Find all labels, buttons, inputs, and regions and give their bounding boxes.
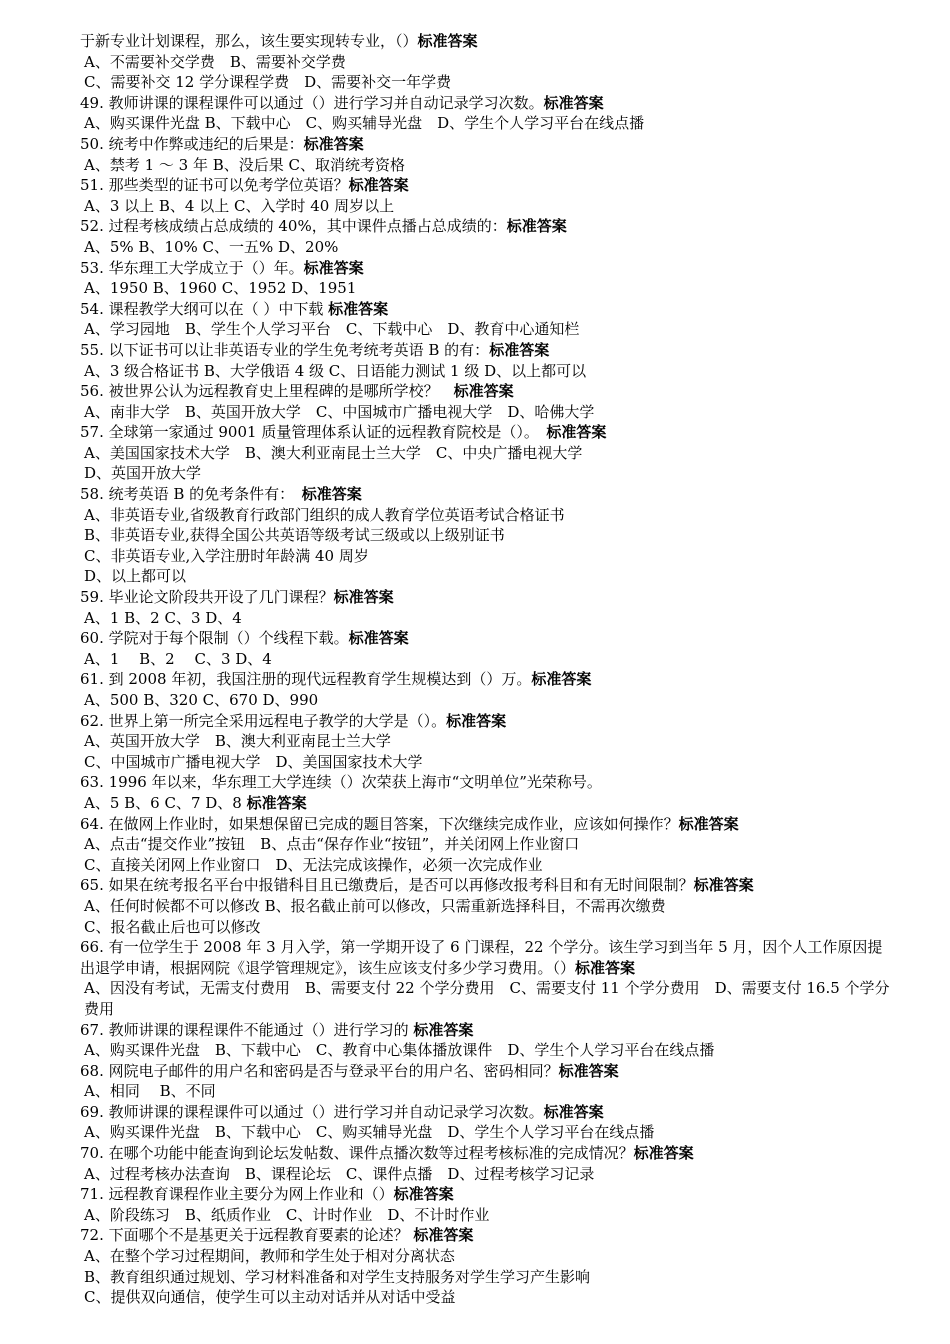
standard-answer-label: 标准答案 bbox=[348, 629, 409, 648]
option-text: C、直接关闭网上作业窗口 D、无法完成该操作，必须一次完成作业 bbox=[84, 855, 543, 874]
option-text: C、需要补交 12 学分课程学费 D、需要补交一年学费 bbox=[84, 73, 452, 92]
question-line bbox=[80, 422, 890, 443]
answer-options-line bbox=[80, 1287, 890, 1308]
question-line bbox=[80, 31, 890, 52]
question-line bbox=[80, 381, 890, 402]
answer-options-line bbox=[80, 1205, 890, 1226]
option-text: C、中国城市广播电视大学 D、美国国家技术大学 bbox=[84, 752, 423, 771]
option-text: C、非英语专业,入学注册时年龄满 40 周岁 bbox=[84, 546, 369, 565]
question-text: 64. 在做网上作业时，如果想保留已完成的题目答案，下次继续完成作业，应该如何操作？ bbox=[80, 814, 679, 833]
option-text: A、购买课件光盘 B、下载中心 C、购买辅导光盘 D、学生个人学习平台在线点播 bbox=[84, 114, 645, 133]
question-line bbox=[80, 1184, 890, 1205]
question-line bbox=[80, 669, 890, 690]
option-text: B、教育组织通过规划、学习材料准备和对学生支持服务对学生学习产生影响 bbox=[84, 1267, 591, 1286]
standard-answer-label: 标准答案 bbox=[546, 423, 607, 442]
question-text: 69. 教师讲课的课程课件可以通过（）进行学习并自动记录学习次数。 bbox=[80, 1102, 544, 1121]
question-text: 61. 到 2008 年初，我国注册的现代远程教育学生规模达到（）万。 bbox=[80, 670, 532, 689]
option-text: A、禁考 1 ～ 3 年 B、没后果 C、取消统考资格 bbox=[84, 155, 406, 174]
standard-answer-label: 标准答案 bbox=[246, 793, 307, 812]
question-text: 70. 在哪个功能中能查询到论坛发帖数、课件点播次数等过程考核标准的完成情况？ bbox=[80, 1144, 634, 1163]
option-text: D、以上都可以 bbox=[84, 567, 187, 586]
standard-answer-label: 标准答案 bbox=[678, 814, 739, 833]
answer-options-line bbox=[80, 731, 890, 752]
option-text: A、500 B、320 C、670 D、990 bbox=[84, 691, 319, 709]
answer-options-line bbox=[80, 690, 890, 711]
option-text: A、3 以上 B、4 以上 C、入学时 40 周岁以上 bbox=[84, 196, 395, 215]
question-text: 58. 统考英语 B 的免考条件有： bbox=[80, 485, 302, 504]
standard-answer-label: 标准答案 bbox=[543, 93, 604, 112]
option-text: A、在整个学习过程期间，教师和学生处于相对分离状态 bbox=[84, 1247, 455, 1266]
answer-options-line bbox=[80, 546, 890, 567]
standard-answer-label: 标准答案 bbox=[489, 340, 550, 359]
question-text: 68. 网院电子邮件的用户名和密码是否与登录平台的用户名、密码相同？ bbox=[80, 1061, 559, 1080]
standard-answer-label: 标准答案 bbox=[303, 134, 364, 153]
answer-options-line bbox=[80, 525, 890, 546]
option-text: C、提供双向通信，使学生可以主动对话并从对话中受益 bbox=[84, 1288, 456, 1307]
answer-options-line bbox=[80, 793, 890, 814]
option-text: A、阶段练习 B、纸质作业 C、计时作业 D、不计时作业 bbox=[84, 1205, 490, 1224]
answer-options-line bbox=[80, 896, 890, 917]
question-line bbox=[80, 1061, 890, 1082]
answer-options-line bbox=[80, 1246, 890, 1267]
question-text: 63. 1996 年以来，华东理工大学连续（）次荣获上海市“文明单位”光荣称号。 bbox=[80, 773, 602, 792]
question-text: 55. 以下证书可以让非英语专业的学生免考统考英语 B 的有： bbox=[80, 340, 490, 359]
option-text: A、3 级合格证书 B、大学俄语 4 级 C、日语能力测试 1 级 D、以上都可以 bbox=[84, 361, 587, 380]
option-text: A、5 B、6 C、7 D、8 bbox=[84, 793, 247, 812]
question-line bbox=[80, 93, 890, 114]
answer-options-line bbox=[80, 834, 890, 855]
option-text: A、购买课件光盘 B、下载中心 C、购买辅导光盘 D、学生个人学习平台在线点播 bbox=[84, 1123, 655, 1142]
answer-options-line bbox=[80, 1164, 890, 1185]
option-text: C、报名截止后也可以修改 bbox=[84, 917, 261, 936]
option-text: A、相同 B、不同 bbox=[84, 1082, 216, 1101]
answer-options-line bbox=[80, 443, 890, 464]
question-line bbox=[80, 1102, 890, 1123]
option-text: A、美国国家技术大学 B、澳大利亚南昆士兰大学 C、中央广播电视大学 bbox=[84, 443, 583, 462]
answer-options-line bbox=[80, 752, 890, 773]
standard-answer-label: 标准答案 bbox=[693, 876, 754, 895]
option-text: D、英国开放大学 bbox=[84, 464, 202, 483]
answer-options-line bbox=[80, 52, 890, 73]
option-text: B、非英语专业,获得全国公共英语等级考试三级或以上级别证书 bbox=[84, 526, 505, 545]
question-line bbox=[80, 299, 890, 320]
question-line bbox=[80, 216, 890, 237]
answer-options-line bbox=[80, 72, 890, 93]
option-text: A、1 B、2 C、3 D、4 bbox=[84, 608, 242, 627]
question-text: 62. 世界上第一所完全采用远程电子教学的大学是（）。 bbox=[80, 711, 447, 730]
standard-answer-label: 标准答案 bbox=[417, 32, 478, 50]
option-text: A、购买课件光盘 B、下载中心 C、教育中心集体播放课件 D、学生个人学习平台在线点播 bbox=[84, 1041, 715, 1060]
answer-options-line bbox=[80, 1122, 890, 1143]
option-text: A、南非大学 B、英国开放大学 C、中国城市广播电视大学 D、哈佛大学 bbox=[84, 402, 595, 421]
question-text: 60. 学院对于每个限制（）个线程下载。 bbox=[80, 629, 349, 648]
option-text: A、非英语专业,省级教育行政部门组织的成人教育学位英语考试合格证书 bbox=[84, 505, 565, 524]
question-text: 66. 有一位学生于 2008 年 3 月入学，第一学期开设了 6 门课程，22 个学分。该生学习到当年 5 月，因个人工作原因提出退学申请，根据网院《退学管理规定》，该生应该支付多少学习费用。（） bbox=[80, 938, 883, 977]
question-line bbox=[80, 258, 890, 279]
standard-answer-label: 标准答案 bbox=[543, 1102, 604, 1121]
answer-options-line bbox=[80, 917, 890, 938]
option-text: A、1 B、2 C、3 D、4 bbox=[84, 649, 272, 668]
option-text: A、点击“提交作业”按钮 B、点击“保存作业“按钮”，并关闭网上作业窗口 bbox=[84, 835, 580, 854]
option-text: A、因没有考试，无需支付费用 B、需要支付 22 个学分费用 C、需要支付 11 个学分费用 D、需要支付 16.5 个学分费用 bbox=[84, 979, 890, 1018]
question-line bbox=[80, 814, 890, 835]
question-line bbox=[80, 340, 890, 361]
question-text: 49. 教师讲课的课程课件可以通过（）进行学习并自动记录学习次数。 bbox=[80, 93, 544, 112]
question-text: 65. 如果在统考报名平台中报错科目且已缴费后，是否可以再修改报考科目和有无时间限制？ bbox=[80, 876, 694, 895]
standard-answer-label: 标准答案 bbox=[303, 258, 364, 277]
standard-answer-label: 标准答案 bbox=[328, 299, 389, 318]
option-text: A、过程考核办法查询 B、课程论坛 C、课件点播 D、过程考核学习记录 bbox=[84, 1164, 595, 1183]
question-text: 72. 下面哪个不是基更关于远程教育要素的论述？ bbox=[80, 1226, 414, 1245]
standard-answer-label: 标准答案 bbox=[413, 1020, 474, 1039]
standard-answer-label: 标准答案 bbox=[446, 711, 507, 730]
question-text: 50. 统考中作弊或违纪的后果是： bbox=[80, 134, 304, 153]
answer-options-line bbox=[80, 113, 890, 134]
question-text: 53. 华东理工大学成立于（）年。 bbox=[80, 258, 304, 277]
standard-answer-label: 标准答案 bbox=[575, 958, 636, 977]
question-line bbox=[80, 1143, 890, 1164]
question-text: 52. 过程考核成绩占总成绩的 40%，其中课件点播占总成绩的： bbox=[80, 217, 507, 236]
question-text: 67. 教师讲课的课程课件不能通过（）进行学习的 bbox=[80, 1020, 414, 1039]
answer-options-line bbox=[80, 1081, 890, 1102]
option-text: A、1950 B、1960 C、1952 D、1951 bbox=[84, 279, 357, 298]
standard-answer-label: 标准答案 bbox=[333, 588, 394, 607]
option-text: A、5% B、10% C、一五% D、20% bbox=[84, 237, 339, 256]
question-text: 57. 全球第一家通过 9001 质量管理体系认证的远程教育院校是（）。 bbox=[80, 423, 547, 442]
standard-answer-label: 标准答案 bbox=[531, 670, 592, 689]
standard-answer-label: 标准答案 bbox=[348, 176, 409, 195]
answer-options-line bbox=[80, 505, 890, 526]
answer-options-line bbox=[80, 402, 890, 423]
option-text: A、任何时候都不可以修改 B、报名截止前可以修改，只需重新选择科目，不需再次缴费 bbox=[84, 896, 666, 915]
question-line bbox=[80, 937, 890, 978]
question-line bbox=[80, 175, 890, 196]
standard-answer-label: 标准答案 bbox=[506, 217, 567, 236]
answer-options-line bbox=[80, 196, 890, 217]
answer-options-line bbox=[80, 237, 890, 258]
question-text: 于新专业计划课程，那么，该生要实现转专业，（） bbox=[80, 32, 418, 50]
answer-options-line bbox=[80, 361, 890, 382]
answer-options-line bbox=[80, 608, 890, 629]
option-text: A、学习园地 B、学生个人学习平台 C、下载中心 D、教育中心通知栏 bbox=[84, 320, 580, 339]
answer-options-line bbox=[80, 649, 890, 670]
standard-answer-label: 标准答案 bbox=[301, 485, 362, 504]
standard-answer-label: 标准答案 bbox=[393, 1185, 454, 1204]
question-text: 54. 课程教学大纲可以在（ ）中下载 bbox=[80, 299, 329, 318]
answer-options-line bbox=[80, 978, 890, 1019]
option-text: A、不需要补交学费 B、需要补交学费 bbox=[84, 52, 346, 71]
answer-options-line bbox=[80, 1040, 890, 1061]
answer-options-line bbox=[80, 463, 890, 484]
standard-answer-label: 标准答案 bbox=[558, 1061, 619, 1080]
answer-options-line bbox=[80, 278, 890, 299]
answer-options-line bbox=[80, 155, 890, 176]
question-line bbox=[80, 772, 890, 793]
question-line bbox=[80, 628, 890, 649]
question-line bbox=[80, 711, 890, 732]
answer-options-line bbox=[80, 1267, 890, 1288]
answer-options-line bbox=[80, 319, 890, 340]
question-line bbox=[80, 1225, 890, 1246]
answer-options-line bbox=[80, 566, 890, 587]
question-line bbox=[80, 587, 890, 608]
question-text: 51. 那些类型的证书可以免考学位英语？ bbox=[80, 176, 349, 195]
standard-answer-label: 标准答案 bbox=[413, 1226, 474, 1245]
question-text: 56. 被世界公认为远程教育史上里程碑的是哪所学校？ bbox=[80, 382, 454, 401]
question-line bbox=[80, 1020, 890, 1041]
question-line bbox=[80, 875, 890, 896]
option-text: A、英国开放大学 B、澳大利亚南昆士兰大学 bbox=[84, 732, 391, 751]
question-text: 59. 毕业论文阶段共开设了几门课程？ bbox=[80, 588, 334, 607]
standard-answer-label: 标准答案 bbox=[633, 1144, 694, 1163]
question-line bbox=[80, 484, 890, 505]
standard-answer-label: 标准答案 bbox=[453, 382, 514, 401]
answer-options-line bbox=[80, 855, 890, 876]
question-line bbox=[80, 134, 890, 155]
question-text: 71. 远程教育课程作业主要分为网上作业和（） bbox=[80, 1185, 394, 1204]
